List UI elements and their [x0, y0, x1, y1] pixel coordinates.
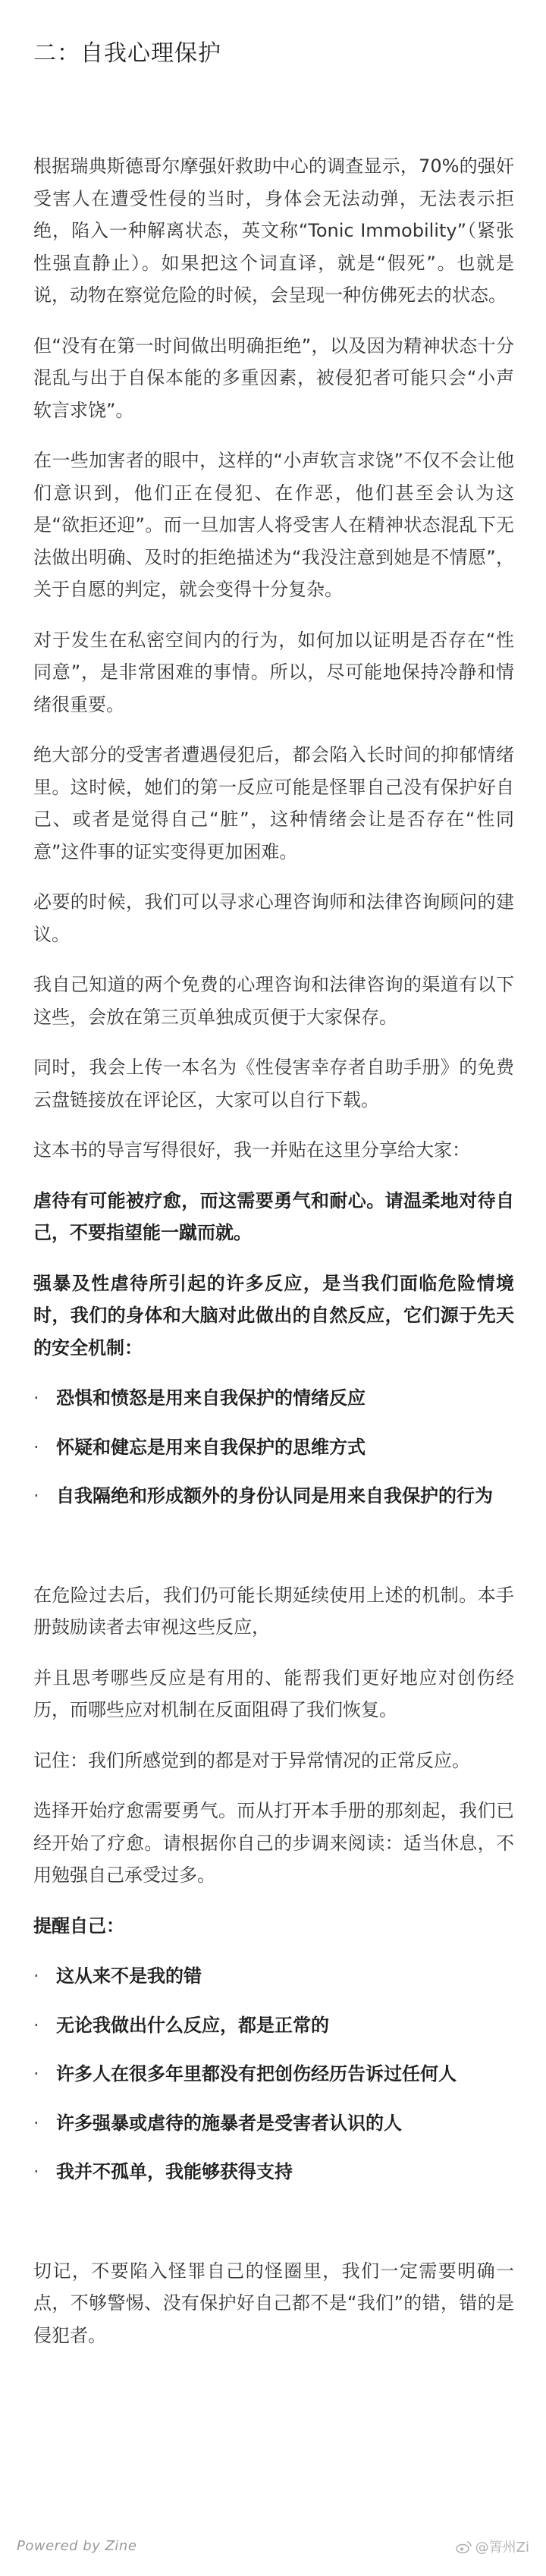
- reminder-list: [33, 1960, 514, 2188]
- bullet-dot: ·: [33, 1965, 39, 1987]
- spacer: [33, 2207, 514, 2255]
- watermark-text: @箐州Zi: [475, 2540, 529, 2556]
- bullet-dot: ·: [33, 1485, 39, 1506]
- quote-natural-reactions: 强暴及性虐待所引起的许多反应，是当我们面临危险情境时，我们的身体和大脑对此做出的自然反应，它们源于先天的安全机制：: [33, 1272, 514, 1359]
- paragraph-seek-advice: 必要的时候，我们可以寻求心理咨询师和法律咨询顾问的建议。: [33, 891, 514, 945]
- article: [33, 36, 514, 2370]
- paragraph-remember: 记住：我们所感觉到的都是对于异常情况的正常反应。: [33, 1749, 470, 1771]
- list-item: · 许多人在很多年里都没有把创伤经历告诉过任何人: [33, 2058, 514, 2091]
- bullet-dot: ·: [33, 2063, 39, 2084]
- powered-by-text: Powered by Zine: [17, 2538, 137, 2554]
- section-heading: 二：自我心理保护: [33, 40, 221, 67]
- paragraph-book-intro: 这本书的导言写得很好，我一并贴在这里分享给大家：: [33, 1139, 470, 1161]
- bullet-dot: ·: [33, 2161, 39, 2182]
- paragraph-proving-consent: 对于发生在私密空间内的行为，如何加以证明是否存在“性同意”，是非常困难的事情。所以，尽可能地保持冷静和情绪很重要。: [33, 629, 514, 715]
- watermark: [456, 2537, 529, 2556]
- paragraph-free-channels: 我自己知道的两个免费的心理咨询和法律咨询的渠道有以下这些，会放在第三页单独成页便于大家保存。: [33, 974, 514, 1028]
- list-item: · 怀疑和健忘是用来自我保护的思维方式: [33, 1431, 514, 1464]
- paragraph-reflect: 并且思考哪些反应是有用的、能帮我们更好地应对创伤经历，而哪些应对机制在反面阻碍了我们恢复。: [33, 1667, 514, 1720]
- list-item: · 我并不孤单，我能够获得支持: [33, 2156, 514, 2188]
- paragraph-after-danger: 在危险过去后，我们仍可能长期延续使用上述的机制。本手册鼓励读者去审视这些反应，: [33, 1584, 514, 1638]
- paragraph-depression: 绝大部分的受害者遭遇侵犯后，都会陷入长时间的抑郁情绪里。这时候，她们的第一反应可能是怪罪自己没有保护好自己、或者是觉得自己“脏”，这种情绪会让是否存在“性同意”这件事的证实变得更加困难。: [33, 744, 514, 862]
- list-item: · 自我隔绝和形成额外的身份认同是用来自我保护的行为: [33, 1480, 514, 1513]
- safety-mechanism-list: [33, 1382, 514, 1513]
- paragraph-tonic-immobility: 根据瑞典斯德哥尔摩强奸救助中心的调查显示，70%的强奸受害人在遭受性侵的当时，身体会无法动弹，无法表示拒绝，陷入一种解离状态，英文称“Tonic Immobility”（紧张性强直静止）。如果把这个词直译，就是“假死”。也就是说，动物在察觉危险的时候，会呈现一种仿佛死去的状态。: [33, 156, 514, 306]
- bullet-dot: ·: [33, 1436, 39, 1458]
- bullet-dot: ·: [33, 2014, 39, 2036]
- footer: [17, 2534, 529, 2564]
- paragraph-handbook-link: 同时，我会上传一本名为《性侵害幸存者自助手册》的免费云盘链接放在评论区，大家可以自行下载。: [33, 1057, 514, 1111]
- remind-heading: 提醒自己：: [33, 1915, 124, 1937]
- quote-healing: 虐待有可能被疗愈，而这需要勇气和耐心。请温柔地对待自己，不要指望能一蹴而就。: [33, 1189, 514, 1243]
- list-item: · 许多强暴或虐待的施暴者是受害者认识的人: [33, 2107, 514, 2140]
- paragraph-courage: 选择开始疗愈需要勇气。而从打开本手册的那刻起，我们已经开始了疗愈。请根据你自己的步调来阅读：适当休息，不用勉强自己承受过多。: [33, 1800, 514, 1886]
- list-item: · 无论我做出什么反应，都是正常的: [33, 2009, 514, 2042]
- paragraph-closing: 切记，不要陷入怪罪自己的怪圈里，我们一定需要明确一点，不够警惕、没有保护好自己都不是“我们”的错，错的是侵犯者。: [33, 2260, 514, 2346]
- list-item: · 这从来不是我的错: [33, 1960, 514, 1993]
- paragraph-no-clear-refusal: 但“没有在第一时间做出明确拒绝”，以及因为精神状态十分混乱与出于自保本能的多重因素，被侵犯者可能只会“小声软言求饶”。: [33, 335, 514, 421]
- paragraph-perpetrator-view: 在一些加害者的眼中，这样的“小声软言求饶”不仅不会让他们意识到，他们正在侵犯、在作恶，他们甚至会认为这是“欲拒还迎”。而一旦加害人将受害人在精神状态混乱下无法做出明确、及时的拒绝描述为“我没注意到她是不情愿”，关于自愿的判定，就会变得十分复杂。: [33, 450, 514, 600]
- spacer: [33, 1531, 514, 1579]
- list-item: · 恐惧和愤怒是用来自我保护的情绪反应: [33, 1382, 514, 1415]
- weibo-logo-icon: [456, 2540, 472, 2554]
- bullet-dot: ·: [33, 1387, 39, 1409]
- bullet-dot: ·: [33, 2112, 39, 2134]
